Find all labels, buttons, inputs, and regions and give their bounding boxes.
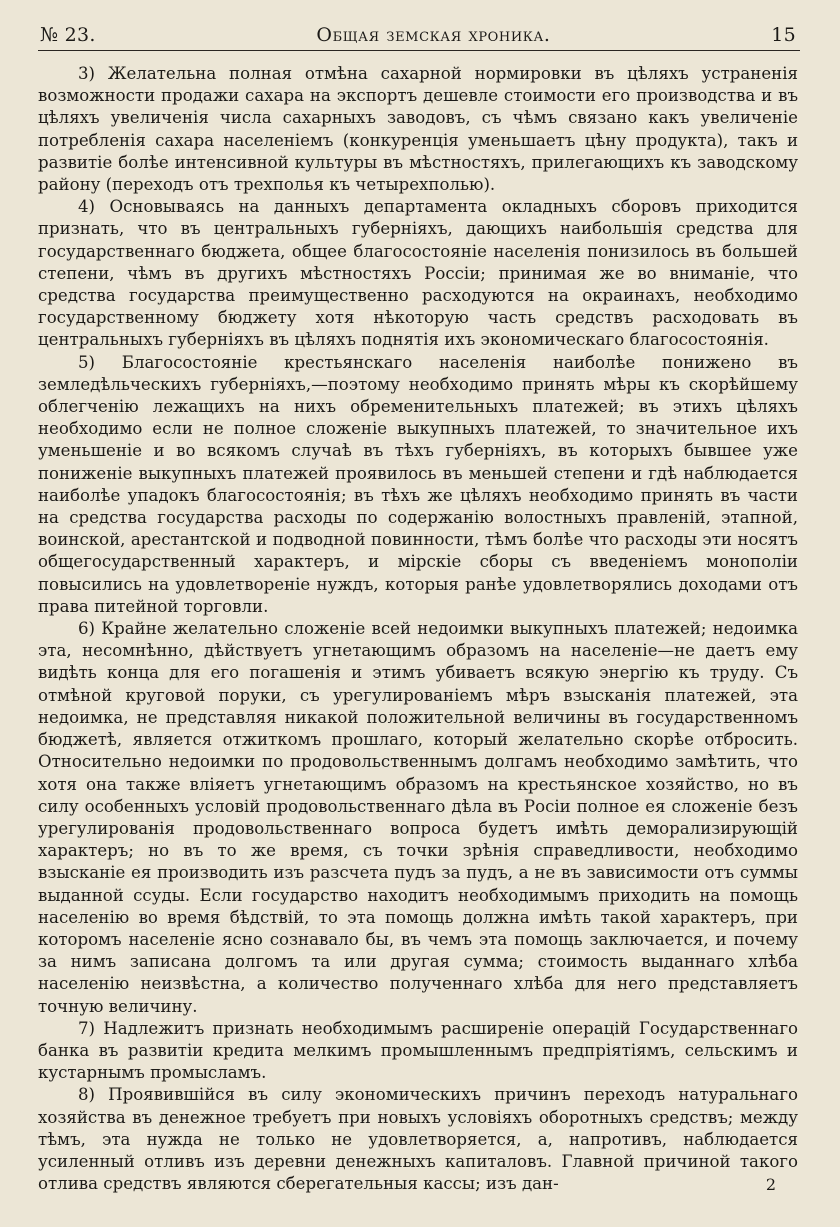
running-title: Общая земская хроника. bbox=[316, 24, 551, 46]
paragraph-5: 5) Благосостояніе крестьянскаго населенія наиболѣе понижено въ земледѣльческихъ губерніяхъ,—поэтому необходимо принять мѣры къ скорѣйшему облегченію лежащихъ на нихъ обременительныхъ платежей; въ этихъ цѣляхъ необходимо если не полное сложеніе выкупныхъ платежей, то значительное ихъ уменьшеніе и во всякомъ случаѣ въ тѣхъ губерніяхъ, въ которыхъ бывшее уже пониженіе выкупныхъ платежей проявилось въ меньшей степени и гдѣ наблюдается наиболѣе упадокъ благосостоянія; въ тѣхъ же цѣляхъ необходимо принять въ части на средства государства расходы по содержанію волостныхъ правленій, этапной, воинской, арестантской и подводной повинности, тѣмъ болѣе что расходы эти носятъ общегосударственный характеръ, и мірскіе сборы съ введеніемъ монополіи повысились на удовлетвореніе нуждъ, которыя ранѣе удовлетворялись доходами отъ права питейной торговли. bbox=[38, 352, 798, 616]
paragraph-3: 3) Желательна полная отмѣна сахарной нормировки въ цѣляхъ устраненія возможности продажи сахара на экспортъ дешевле стоимости его производства и въ цѣляхъ увеличенія числа сахарныхъ заводовъ, съ чѣмъ связано какъ увеличеніе потребленія сахара населеніемъ (конкуренція уменьшаетъ цѣну продукта), такъ и развитіе болѣе интенсивной культуры въ мѣстностяхъ, прилегающихъ къ заводскому району (переходъ отъ трехполья къ четырехполью). bbox=[38, 64, 798, 195]
paragraph-4: 4) Основываясь на данныхъ департамента окладныхъ сборовъ приходится признать, что въ центральныхъ губерніяхъ, дающихъ наибольшія средства для государственнаго бюджета, общее благосостояніе населенія понизилось въ большей степени, чѣмъ въ другихъ мѣстностяхъ Россіи; принимая же во вниманіе, что средства государства преимущественно расходуются на окраинахъ, необходимо государственному бюджету хотя нѣкоторую часть средствъ расходовать въ центральныхъ губерніяхъ въ цѣляхъ поднятія ихъ экономическаго благосостоянія. bbox=[38, 197, 798, 350]
paragraph-8: 8) Проявившійся въ силу экономическихъ причинъ переходъ натуральнаго хозяйства въ денежное требуетъ при новыхъ условіяхъ оборотныхъ средствъ; между тѣмъ, эта нужда не только не удовлетворяется, а, напротивъ, наблюдается усиленный отливъ изъ деревни денежныхъ капиталовъ. Главной причиной такого отлива средствъ являются сберегательныя кассы; изъ дан- bbox=[38, 1085, 798, 1194]
header-rule bbox=[38, 50, 800, 51]
paragraph-6: 6) Крайне желательно сложеніе всей недоимки выкупныхъ платежей; недоимка эта, несомнѣнно, дѣйствуетъ угнетающимъ образомъ на населеніе—не даетъ ему видѣть конца для его погашенія и этимъ убиваетъ всякую энергію къ труду. Съ отмѣной круговой поруки, съ урегулированіемъ мѣръ взысканія платежей, эта недоимка, не представляя никакой положительной величины въ государственномъ бюджетѣ, является отжиткомъ прошлаго, который желательно скорѣе отбросить. Относительно недоимки по продовольственнымъ долгамъ необходимо замѣтить, что хотя она также вліяетъ угнетающимъ образомъ на крестьянское хозяйство, но въ силу особенныхъ условій продовольственнаго дѣла въ Росіи полное ея сложеніе безъ урегулированія продовольственнаго вопроса будетъ имѣть деморализирующій характеръ; но въ то же время, съ точки зрѣнія справедливости, необходимо взысканіе ея производить изъ разсчета пудъ за пудъ, а не въ зависимости отъ суммы выданной ссуды. Если государство находитъ необходимымъ приходить на помощь населенію во время бѣдствій, то эта помощь должна имѣть такой характеръ, при которомъ населеніе ясно сознавало бы, въ чемъ эта помощь заключается, и почему за нимъ записана долгомъ та или другая сумма; стоимость выданнаго хлѣба населенію неизвѣстна, а количество полученнаго хлѣба для него представляетъ точную величину. bbox=[38, 619, 798, 1016]
paragraph-7: 7) Надлежитъ признать необходимымъ расширеніе операцій Государственнаго банка въ развитіи кредита мелкимъ промышленнымъ предпріятіямъ, сельскимъ и кустарнымъ промысламъ. bbox=[38, 1018, 798, 1083]
issue-number: № 23. bbox=[40, 24, 96, 46]
article-body bbox=[38, 63, 798, 1195]
page-header bbox=[38, 22, 800, 48]
signature-mark: 2 bbox=[765, 1175, 776, 1194]
page-number: 15 bbox=[771, 24, 796, 46]
